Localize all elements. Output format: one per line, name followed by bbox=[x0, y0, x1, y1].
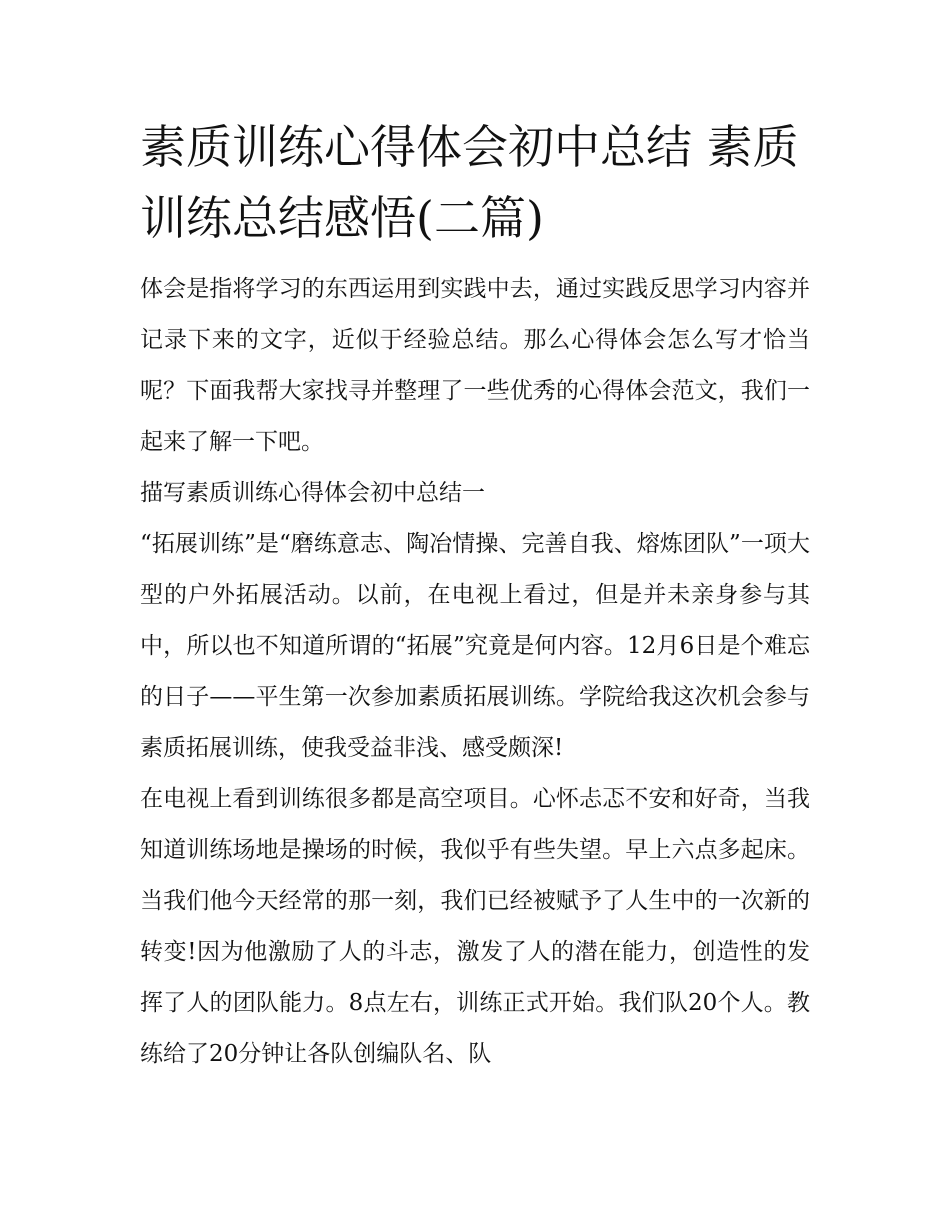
section-heading: 描写素质训练心得体会初中总结一 bbox=[140, 480, 485, 506]
body-paragraph-2: 在电视上看到训练很多都是高空项目。心怀忐忑不安和好奇，当我知道训练场地是操场的时候，我似乎有些失望。早上六点多起床。当我们他今天经常的那一刻，我们已经被赋予了人生中的一次新的转变!因为他激励了人的斗志，激发了人的潜在能力，创造性的发挥了人的团队能力。8点左右，训练正式开始。我们队20个人。教练给了20分钟让各队创编队名、队 bbox=[140, 786, 810, 1067]
intro-paragraph: 体会是指将学习的东西运用到实践中去，通过实践反思学习内容并记录下来的文字，近似于经验总结。那么心得体会怎么写才恰当呢？下面我帮大家找寻并整理了一些优秀的心得体会范文，我们一起来了解一下吧。 bbox=[140, 276, 810, 455]
document-title: 素质训练心得体会初中总结 素质训练总结感悟(二篇) bbox=[140, 120, 799, 245]
body-paragraph-1: “拓展训练”是“磨练意志、陶冶情操、完善自我、熔炼团队”一项大型的户外拓展活动。以前，在电视上看过，但是并未亲身参与其中，所以也不知道所谓的“拓展”究竟是何内容。12月6日是个难忘的日子——平生第一次参加素质拓展训练。学院给我这次机会参与素质拓展训练，使我受益非浅、感受颇深! bbox=[140, 531, 810, 761]
